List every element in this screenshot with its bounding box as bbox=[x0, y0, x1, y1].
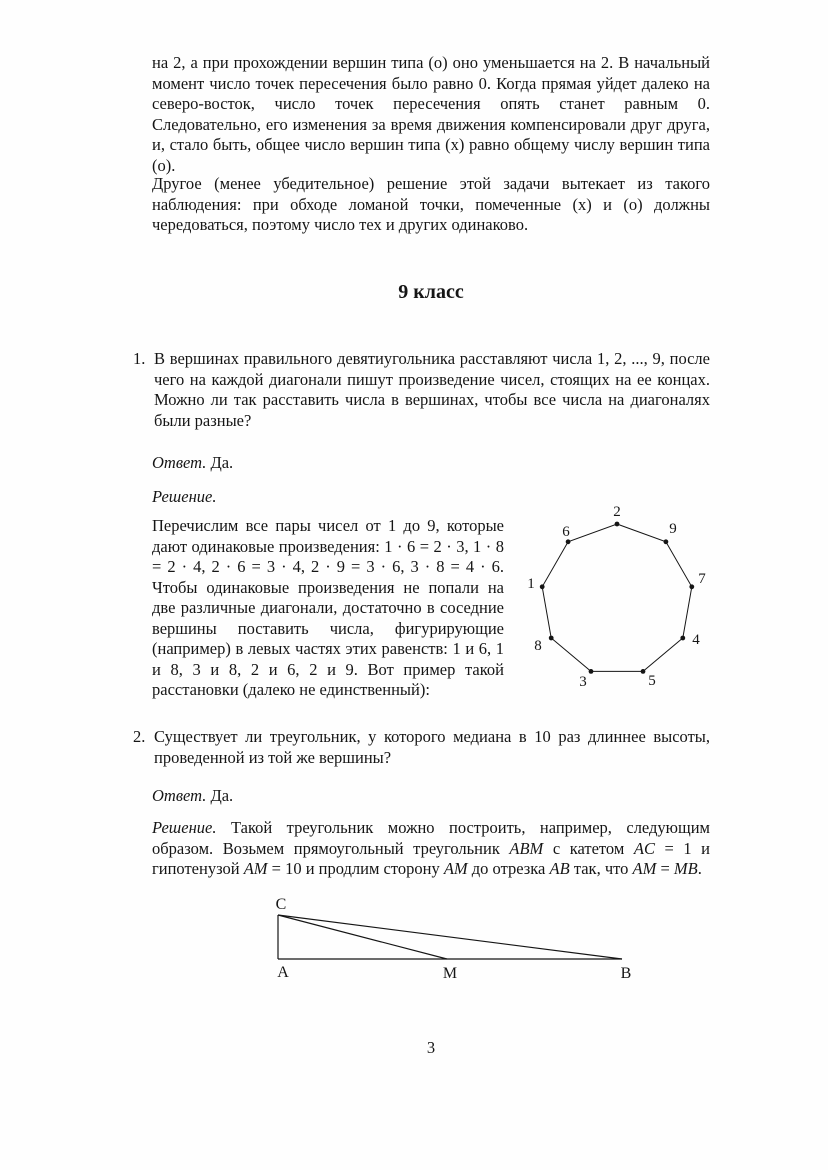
nonagon-vertex-label: 5 bbox=[648, 673, 656, 689]
answer-value: Да. bbox=[210, 786, 234, 805]
nonagon-vertex-label: 1 bbox=[527, 576, 535, 592]
nonagon-vertex-label: 9 bbox=[669, 521, 677, 537]
answer-label: Ответ. bbox=[152, 786, 207, 805]
nonagon-vertex-label: 8 bbox=[534, 638, 542, 654]
problem-1-answer bbox=[152, 453, 710, 474]
problem-1-number: 1. bbox=[133, 349, 146, 368]
nonagon-figure bbox=[517, 497, 717, 702]
problem-1 bbox=[133, 349, 710, 431]
section-title: 9 класс bbox=[398, 281, 464, 303]
answer-value: Да. bbox=[210, 453, 234, 472]
intro-paragraph-1: на 2, а при прохождении вершин типа (о) оно уменьшается на 2. В начальный момент число точек пересечения было равно 0. Когда прямая уйдет далеко на северо-восток, число точек пересечения опять станет равным 0. Следовательно, его изменения за время движения компенсировали друг друга, и, стало быть, общее число вершин типа (x) равно общему числу вершин типа (о). bbox=[152, 53, 710, 175]
problem-2-answer bbox=[152, 786, 710, 807]
nonagon-vertex-label: 2 bbox=[613, 504, 621, 520]
problem-1-solution-label: Решение. bbox=[152, 487, 217, 506]
triangle-point-label: C bbox=[275, 896, 287, 913]
nonagon-vertex-label: 6 bbox=[562, 524, 570, 540]
triangle-point-label: A bbox=[277, 964, 289, 981]
page-number: 3 bbox=[426, 1038, 436, 1057]
problem-2-statement: Существует ли треугольник, у которого медиана в 10 раз длиннее высоты, проведенной из той же вершины? bbox=[154, 727, 710, 767]
problem-2-solution-text: Решение. Такой треугольник можно построить, например, следующим образом. Возьмем прямоугольный треугольник ABM с катетом AC = 1 и гипотенузой AM = 10 и продлим сторону AM до отрезка AB так, что AM = MB. bbox=[152, 818, 710, 878]
nonagon-vertex-label: 4 bbox=[692, 632, 700, 648]
answer-label: Ответ. bbox=[152, 453, 207, 472]
triangle-point-label: M bbox=[442, 965, 458, 982]
problem-2 bbox=[133, 727, 710, 768]
problem-1-solution-text: Перечислим все пары чисел от 1 до 9, которые дают одинаковые произведения: 1 · 6 = 2 · 3, 1 · 8 = 2 · 4, 2 · 6 = 3 · 4, 2 · 9 = 3 · 6, 3 · 8 = 4 · 6. Чтобы одинаковые произведения не попали на две различные диагонали, достаточно в соседние вершины поставить числа, фигурирующие (например) в левых частях этих равенств: 1 и 6, 1 и 8, 3 и 8, 2 и 6, 2 и 9. Вот пример такой расстановки (далеко не единственный): bbox=[152, 516, 504, 699]
problem-2-number: 2. bbox=[133, 727, 146, 746]
problem-1-statement: В вершинах правильного девятиугольника расставляют числа 1, 2, ..., 9, после чего на каждой диагонали пишут произведение чисел, стоящих на ее концах. Можно ли так расставить числа в вершинах, чтобы все числа на диагоналях были разные? bbox=[154, 349, 710, 430]
triangle-figure bbox=[260, 896, 650, 991]
intro-paragraph-2: Другое (менее убедительное) решение этой задачи вытекает из такого наблюдения: при обходе ломаной точки, помеченные (x) и (о) должны чередоваться, поэтому число тех и других одинаково. bbox=[152, 174, 710, 234]
nonagon-vertex-label: 7 bbox=[698, 571, 706, 587]
nonagon-vertex-label: 3 bbox=[579, 674, 587, 690]
triangle-point-label: B bbox=[620, 965, 632, 982]
